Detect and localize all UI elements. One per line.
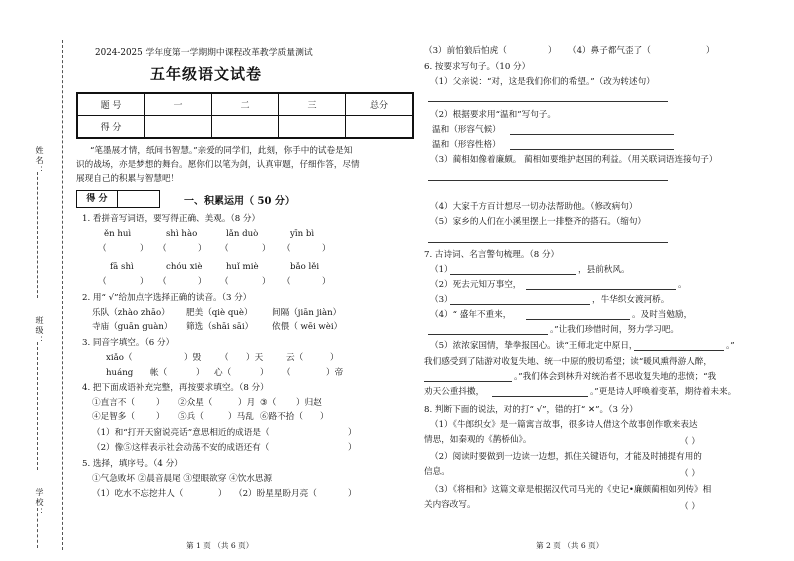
- fill-text: 帐（: [150, 368, 168, 378]
- pinyin: huǐ miè: [226, 262, 259, 272]
- idiom-part: ）月: [238, 398, 256, 408]
- blank-open: （: [98, 277, 107, 287]
- idiom-part: ⑥路不拾（: [260, 412, 303, 422]
- fill-text: ）: [260, 368, 269, 378]
- reading-choice[interactable]: 间隔（jiān jiàn）: [272, 308, 342, 318]
- poem-line: 我们感受到了陆游对收复失地、统一中原的殷切希望；读“暖风熏得游人醉，: [424, 357, 712, 367]
- sub-question-end: ）: [348, 489, 357, 499]
- idiom-part: ⑤兵（: [178, 412, 204, 422]
- section-score-box: [76, 190, 160, 208]
- poem-line: ，牛华织女渡河桥。: [592, 295, 670, 305]
- answer-line[interactable]: [428, 101, 668, 102]
- section-score-label: 得 分: [77, 191, 118, 207]
- blank-close: ）: [140, 244, 149, 254]
- binding-line: [37, 172, 38, 298]
- answer-line[interactable]: [450, 304, 590, 305]
- blank-open: （: [282, 244, 291, 254]
- pinyin: bǎo lěi: [290, 262, 320, 272]
- answer-line[interactable]: [526, 319, 630, 320]
- sub-question: （1）父亲说：“对，这是我们你们的希望。”（改为转述句）: [430, 77, 655, 87]
- sub-question: （4）大家千方百计想尽一切办法帮助他。（修改病句）: [430, 202, 638, 212]
- blank-close: ）: [262, 277, 271, 287]
- blank-close: ）: [198, 277, 207, 287]
- poem-line: （1）: [430, 265, 453, 275]
- reading-choice[interactable]: 肥美（qiè què）: [186, 308, 253, 318]
- fill-text: xiǎo（: [106, 353, 133, 363]
- blank-open: （: [158, 244, 167, 254]
- sub-question: （5）家乡的人们在小溪里摆上一排整齐的搭石。（缩句）: [430, 217, 647, 227]
- judge-item: （3）《将相和》这篇文章是根据汉代司马光的《史记•廉颇蔺相如列传》相: [430, 485, 712, 495]
- intro-line: 识的战场，亦是梦想的舞台。愿你们以笔为剑，认真审题，仔细作答，尽情: [76, 160, 360, 170]
- idiom-part: ②众星（: [178, 398, 213, 408]
- question-3: 3. 同音字填空。（6 分）: [82, 338, 175, 348]
- judge-answer-box[interactable]: （ ）: [680, 469, 700, 479]
- blank-close: ）: [198, 244, 207, 254]
- fill-text: 心（: [214, 368, 232, 378]
- question-6: 6. 按要求写句子。（10 分）: [424, 62, 531, 72]
- answer-line[interactable]: [424, 381, 512, 382]
- sub-question: （1）和“打开天窗说亮话”意思相近的成语是（: [92, 428, 270, 438]
- poem-line: 。: [678, 280, 687, 290]
- answer-line[interactable]: [450, 274, 576, 275]
- blank-open: （: [98, 244, 107, 254]
- pinyin: fā shì: [110, 262, 134, 272]
- blank-close: ）: [262, 244, 271, 254]
- answer-line[interactable]: [428, 334, 548, 335]
- sub-question: （3）蔺相如像着廉颇。 蔺相如要维护赵国的利益。（用关联词语连接句子）: [430, 155, 718, 165]
- sub-question-end: ）: [548, 46, 557, 56]
- idiom-part: ）归赵: [296, 398, 322, 408]
- question-8: 8. 判断下面的说法，对的打“ √”，错的打“ ✕”。（3 分）: [424, 405, 638, 415]
- blank-open: （: [158, 277, 167, 287]
- binding-line: [37, 342, 38, 470]
- seal-line: [62, 40, 63, 550]
- question-1: 1. 看拼音写词语，要写得正确、美观。（8 分）: [82, 214, 261, 224]
- sub-question: （2）盼星星盼月亮（: [234, 489, 317, 499]
- question-2: 2. 用“ √”给加点字选择正确的读音。（3 分）: [82, 293, 252, 303]
- answer-line[interactable]: [428, 180, 668, 181]
- reading-choice[interactable]: 依偎（ wēi wèi）: [272, 322, 343, 332]
- binding-line: [37, 508, 38, 548]
- answer-line[interactable]: [510, 149, 674, 150]
- score-table-cell: 三: [279, 93, 346, 116]
- fill-text: ）: [196, 368, 205, 378]
- idiom-part: ④足智多（: [92, 412, 135, 422]
- poem-line: （5）浓浓家国情，挚拳报国心。读“王师北定中原日，: [430, 341, 638, 351]
- judge-item: 情思，如秦观的《鹊桥仙》。: [424, 435, 532, 445]
- idiom-part: ①直言不（: [92, 398, 135, 408]
- page-footer: 第 1 页 （共 6 页）: [186, 541, 254, 550]
- judge-item: 关内容改写。: [424, 500, 476, 510]
- score-entry-cell[interactable]: [346, 116, 414, 139]
- class-label: 班级：: [35, 316, 44, 346]
- reading-choice[interactable]: 筛选（shāi sāi）: [186, 322, 254, 332]
- pinyin: shì hào: [166, 229, 198, 239]
- judge-answer-box[interactable]: （ ）: [680, 502, 700, 512]
- score-entry-cell[interactable]: [145, 116, 212, 139]
- fill-text: 云（: [286, 353, 304, 363]
- idiom-part: ）马乱: [228, 412, 254, 422]
- fill-text: huáng: [106, 368, 134, 378]
- answer-line[interactable]: [634, 350, 724, 351]
- reading-choice[interactable]: 乐队（zhào zhāo）: [92, 308, 170, 318]
- answer-line[interactable]: [428, 242, 668, 243]
- sub-question-end: ）: [706, 46, 715, 56]
- pinyin: ěn huì: [104, 229, 132, 239]
- blank-open: （: [282, 277, 291, 287]
- poem-line: ，县前秋风。: [578, 265, 630, 275]
- sub-question: （4）鼻子都气歪了（: [568, 46, 651, 56]
- section-heading: 一、积累运用（ 50 分）: [184, 196, 295, 207]
- score-table-cell: 总分: [346, 93, 414, 116]
- poem-line: （2）死去元知万事空，: [430, 280, 522, 290]
- fill-text: ）帝: [326, 368, 344, 378]
- answer-line[interactable]: [510, 134, 674, 135]
- sub-question-end: ）: [218, 489, 227, 499]
- blank-open: （: [220, 277, 229, 287]
- idiom-part: ）: [320, 412, 329, 422]
- judge-item: 信息。: [424, 467, 450, 477]
- score-table-cell: 二: [212, 93, 279, 116]
- sub-question: （2）根据要求用“温和”写句子。: [430, 110, 556, 120]
- page-footer: 第 2 页 （共 6 页）: [536, 541, 604, 550]
- school-label: 学校：: [35, 488, 44, 518]
- judge-answer-box[interactable]: （ ）: [680, 437, 700, 447]
- poem-line: 。”更是诗人呼唤着变革，期待着未来。: [590, 387, 737, 397]
- answer-line[interactable]: [526, 289, 676, 290]
- poem-line: 。”让我们珍惜时间，努力学习吧。: [550, 325, 680, 335]
- name-label: 姓名：: [35, 146, 44, 176]
- fill-text: （: [220, 353, 229, 363]
- judge-item: （1）《牛郎织女》是一篇寓言故事，很多诗人借这个故事创作歌来表达: [430, 420, 698, 430]
- idiom-part: ③（: [260, 398, 277, 408]
- poem-line: 。”我们体会到林升对统治者不思收复失地的悲愤；“我: [514, 372, 717, 382]
- blank-close: ）: [322, 277, 331, 287]
- poem-line: （3）: [430, 295, 453, 305]
- question-5: 5. 选择，填序号。（4 分）: [82, 459, 183, 469]
- pinyin: lǎn duò: [226, 229, 259, 239]
- judge-item: （2）阅读时要做到一边读一边想，抓住关键语句，才能及时捕提有用的: [430, 452, 702, 462]
- score-table-cell: 一: [145, 93, 212, 116]
- sub-question: 温和（形容性格）: [432, 140, 501, 150]
- exam-header: 2024-2025 学年度第一学期期中课程改革教学质量测试: [95, 48, 313, 58]
- sub-question: （1）吃水不忘挖井人（: [92, 489, 184, 499]
- sub-question: （2）像⑤这样表示社会动荡不安的成语还有（: [92, 443, 270, 453]
- pinyin: chóu xiè: [166, 262, 203, 272]
- score-table-cell: 题 号: [77, 93, 145, 116]
- score-entry-cell[interactable]: [279, 116, 346, 139]
- pinyin: yīn bì: [290, 229, 315, 239]
- score-table: [76, 92, 414, 139]
- question-7: 7. 古诗词、名言警句梳理。（8 分）: [424, 250, 560, 260]
- page-title: 五年级语文试卷: [150, 65, 263, 83]
- poem-line: 劝天公重抖擞，: [424, 387, 485, 397]
- sub-question-end: ）: [348, 428, 357, 438]
- choice-options: ①气急败坏 ②晨音晨尾 ③望眼欲穿 ④饮水思源: [92, 474, 273, 484]
- poem-line: （4）“ 盛年不重来，: [430, 310, 512, 320]
- poem-line: 。”: [726, 341, 735, 351]
- blank-open: （: [220, 244, 229, 254]
- question-4: 4. 把下面成语补充完整，再按要求填空。（8 分）: [82, 383, 269, 393]
- fill-text: ）天: [246, 353, 264, 363]
- poem-line: 。及时当勉励，: [632, 310, 693, 320]
- fill-text: ）毁: [184, 353, 202, 363]
- answer-line[interactable]: [492, 396, 588, 397]
- sub-question: 温和（形容气候）: [432, 125, 501, 135]
- blank-close: ）: [140, 277, 149, 287]
- score-table-cell: 得 分: [77, 116, 145, 139]
- reading-choice[interactable]: 寺庙（guān guàn）: [92, 322, 173, 332]
- score-entry-cell[interactable]: [212, 116, 279, 139]
- fill-text: （: [282, 368, 291, 378]
- sub-question-end: ）: [348, 443, 357, 453]
- idiom-part: ）: [156, 398, 165, 408]
- intro-line: 展现自己的积累与智慧吧！: [76, 174, 180, 184]
- blank-close: ）: [322, 244, 331, 254]
- fill-text: ）: [330, 353, 339, 363]
- idiom-part: ）: [156, 412, 165, 422]
- sub-question: （3）前怕狼后怕虎（: [424, 46, 507, 56]
- intro-line: “笔墨展才情，纸间书智慧。”亲爱的同学们，此刻，你手中的试卷是知: [90, 146, 353, 156]
